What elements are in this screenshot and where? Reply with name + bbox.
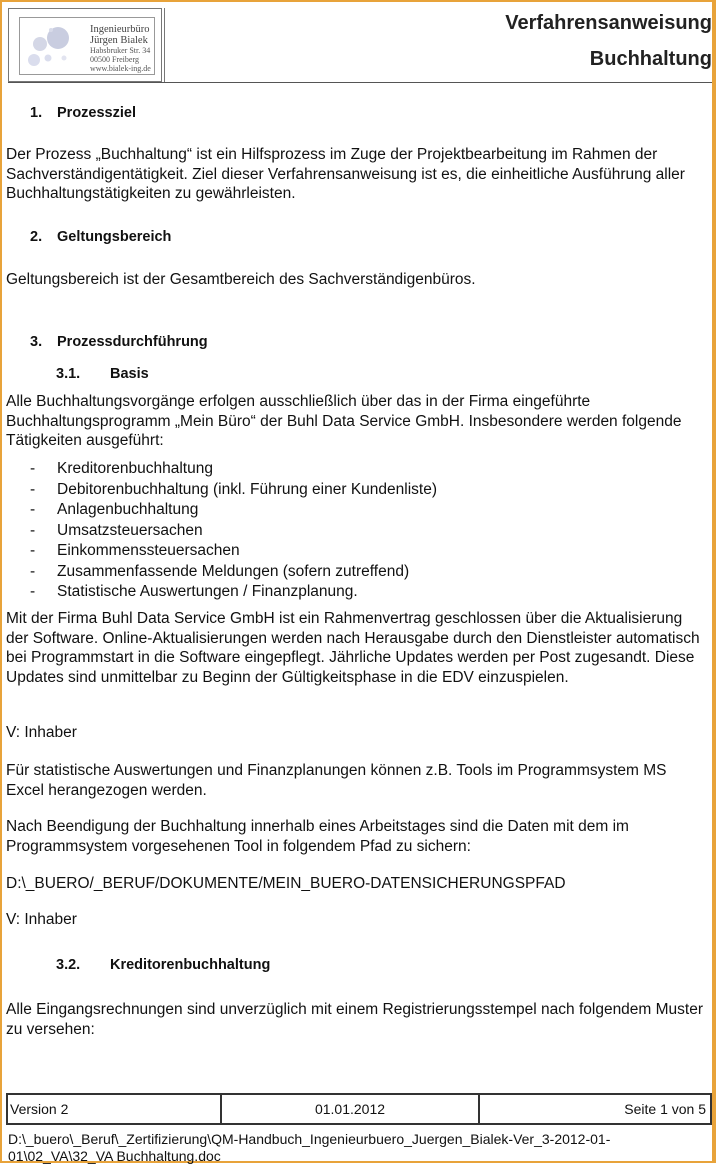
paragraph-basis: Alle Buchhaltungsvorgänge erfolgen ausschließlich über das in der Firma eingeführte Buchhaltungsprogramm „Mein Büro“ der Buhl Data Service GmbH. Insbesondere werden folgende Tätigkeiten ausgeführt: bbox=[6, 393, 682, 449]
responsibility-note: V: Inhaber bbox=[6, 911, 77, 928]
heading-number: 3. bbox=[30, 334, 43, 350]
footer-page-number: Seite 1 von 5 bbox=[624, 1101, 706, 1117]
logo-line-4: 00500 Freiberg bbox=[90, 55, 139, 64]
footer-date: 01.01.2012 bbox=[314, 1101, 386, 1117]
list-item: - Einkommenssteuersachen bbox=[30, 542, 240, 559]
logo-line-3: Habsbruker Str. 34 bbox=[90, 46, 151, 55]
heading-number: 1. bbox=[30, 105, 43, 121]
list-item: - Statistische Auswertungen / Finanzplanung. bbox=[30, 583, 358, 600]
logo-text bbox=[90, 24, 151, 73]
paragraph-rahmenvertrag: Mit der Firma Buhl Data Service GmbH ist ein Rahmenvertrag geschlossen über die Aktualisierung der Software. Online-Aktualisierungen werden nach Herausgabe durch den Dienstleister automatisch bei Programmstart in die Software eingepflegt. Jährliche Updates werden per Post zugesandt. Diese Updates sind unmittelbar zu Beginn der Gültigkeitsphase in die EDV einzuspielen. bbox=[6, 610, 700, 686]
list-bullet: - bbox=[30, 542, 36, 559]
heading-text: Basis bbox=[110, 366, 149, 382]
heading-text: Kreditorenbuchhaltung bbox=[110, 957, 271, 973]
logo-line-2: Jürgen Bialek bbox=[90, 35, 148, 46]
paragraph-geltungsbereich: Geltungsbereich ist der Gesamtbereich des Sachverständigenbüros. bbox=[6, 271, 476, 288]
list-bullet: - bbox=[30, 562, 36, 580]
footer-divider bbox=[478, 1095, 480, 1123]
list-item: - Umsatzsteuersachen bbox=[30, 521, 203, 539]
list-bullet: - bbox=[30, 460, 36, 477]
activity-list bbox=[30, 459, 437, 603]
list-item: - Anlagenbuchhaltung bbox=[30, 501, 199, 518]
heading-number: 2. bbox=[30, 229, 43, 245]
logo-line-5: www.bialek-ing.de bbox=[90, 64, 151, 73]
document-header bbox=[8, 8, 712, 82]
paragraph-tools: Für statistische Auswertungen und Finanzplanungen können z.B. Tools im Programmsystem MS Excel herangezogen werden. bbox=[6, 762, 667, 799]
heading-number: 3.1. bbox=[56, 366, 81, 382]
logo-box bbox=[8, 8, 162, 82]
heading-prozessdurchfuehrung bbox=[30, 333, 208, 353]
document-title: Verfahrensanweisung bbox=[505, 12, 712, 34]
company-logo bbox=[19, 17, 155, 75]
footer-file-path: D:\_buero\_Beruf\_Zertifizierung\QM-Handbuch_Ingenieurbuero_Juergen_Bialek-Ver_3-2012-01-01\02_VA\32_VA Buchhaltung.doc bbox=[8, 1131, 611, 1164]
heading-text: Geltungsbereich bbox=[57, 229, 172, 245]
heading-kreditorenbuchhaltung bbox=[56, 956, 270, 976]
paragraph-prozessziel: Der Prozess „Buchhaltung“ ist ein Hilfsprozess im Zuge der Projektbearbeitung im Rahmen der Sachverständigentätigkeit. Ziel dieser Verfahrensanweisung ist es, die einheitliche Ausführung aller Buchhaltungstätigkeiten zu gewährleisten. bbox=[6, 146, 685, 202]
list-item: - Kreditorenbuchhaltung bbox=[30, 460, 213, 477]
document-footer bbox=[6, 1093, 712, 1125]
heading-number: 3.2. bbox=[56, 957, 81, 973]
backup-path: D:\_BUERO/_BERUF/DOKUMENTE/MEIN_BUERO-DATENSICHERUNGSPFAD bbox=[6, 875, 566, 892]
paragraph-datensicherung: Nach Beendigung der Buchhaltung innerhalb eines Arbeitstages sind die Daten mit dem im Programmsystem vorgesehenen Tool in folgendem Pfad zu sichern: bbox=[6, 818, 629, 855]
heading-text: Prozessziel bbox=[57, 105, 136, 121]
list-bullet: - bbox=[30, 501, 36, 518]
heading-text: Prozessdurchführung bbox=[57, 334, 208, 350]
header-divider bbox=[164, 8, 165, 82]
paragraph-kreditorenbuchhaltung: Alle Eingangsrechnungen sind unverzüglich mit einem Registrierungsstempel nach folgendem Muster zu versehen: bbox=[6, 1001, 704, 1038]
list-item: - Debitorenbuchhaltung (inkl. Führung einer Kundenliste) bbox=[30, 480, 437, 498]
list-item: - Zusammenfassende Meldungen (sofern zutreffend) bbox=[30, 562, 410, 580]
responsibility-note: V: Inhaber bbox=[6, 724, 77, 741]
logo-circles-icon bbox=[24, 24, 84, 72]
heading-basis bbox=[56, 365, 149, 385]
heading-geltungsbereich bbox=[30, 228, 171, 248]
footer-version: Version 2 bbox=[10, 1101, 69, 1117]
list-bullet: - bbox=[30, 521, 36, 539]
header-rule bbox=[8, 82, 712, 83]
document-subtitle: Buchhaltung bbox=[589, 48, 712, 70]
logo-line-1: Ingenieurbüro bbox=[90, 24, 150, 35]
list-bullet: - bbox=[30, 583, 36, 600]
list-bullet: - bbox=[30, 480, 36, 498]
heading-prozessziel bbox=[30, 104, 136, 124]
